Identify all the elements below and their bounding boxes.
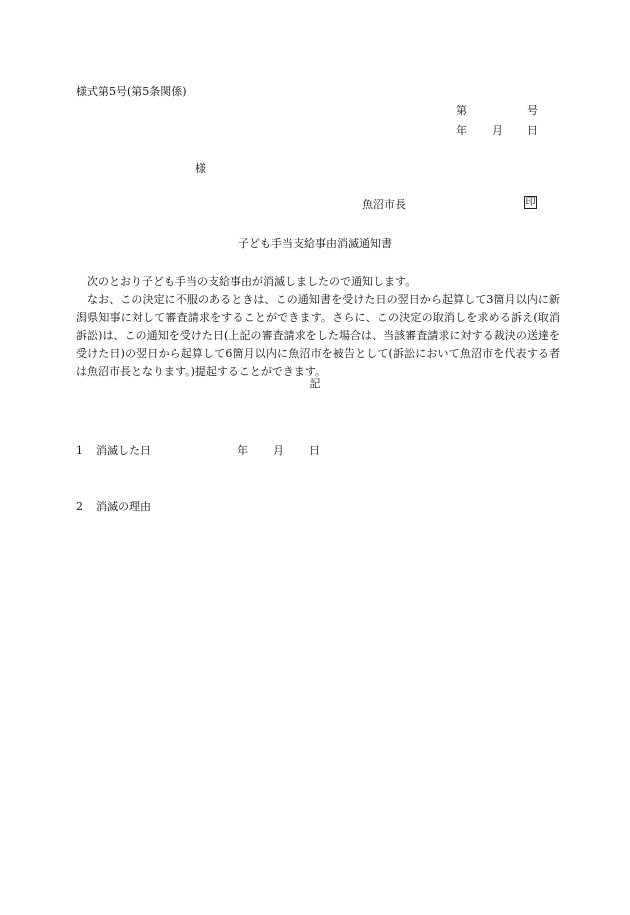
seal-glyph: 印 — [525, 196, 536, 208]
body-paragraph-1: 次のとおり子ども手当の支給事由が消滅しましたので通知します。 — [87, 275, 417, 288]
item-1-month: 月 — [273, 444, 284, 457]
document-title: 子ども手当支給事由消滅通知書 — [238, 237, 392, 250]
body-paragraph-2: なお、この決定に不服のあるときは、この通知書を受けた日の翌日から起算して3箇月以内に新潟県知事に対して審査請求をすることができます。さらに、この決定の取消しを求める訴え(取消訴訟)は、この通知を受けた日(上記の審査請求をした場合は、当該審査請求に対する裁決の送達を受けた日)の翌日から起算して6箇月以内に魚沼市を被告として(訴訟において魚沼市を代表する者は魚沼市長となります。)提起することができます。 — [76, 293, 560, 378]
item-1-day: 日 — [309, 444, 320, 457]
date-day: 日 — [527, 124, 538, 137]
item-1-year: 年 — [237, 444, 248, 457]
form-reference: 様式第5号(第5条関係) — [76, 85, 187, 98]
number-prefix: 第 — [456, 104, 467, 117]
seal-mark — [524, 196, 537, 209]
issuer-name: 魚沼市長 — [362, 198, 406, 211]
document-body — [76, 273, 560, 381]
ki-heading: 記 — [309, 377, 321, 390]
addressee-suffix: 様 — [195, 162, 206, 175]
number-suffix: 号 — [527, 104, 538, 117]
item-1-label: 消滅した日 — [96, 444, 151, 457]
item-2-label: 消滅の理由 — [96, 500, 151, 513]
item-2-number: 2 — [76, 500, 83, 513]
date-month: 月 — [492, 124, 503, 137]
date-year: 年 — [456, 124, 467, 137]
item-1-number: 1 — [76, 444, 83, 457]
